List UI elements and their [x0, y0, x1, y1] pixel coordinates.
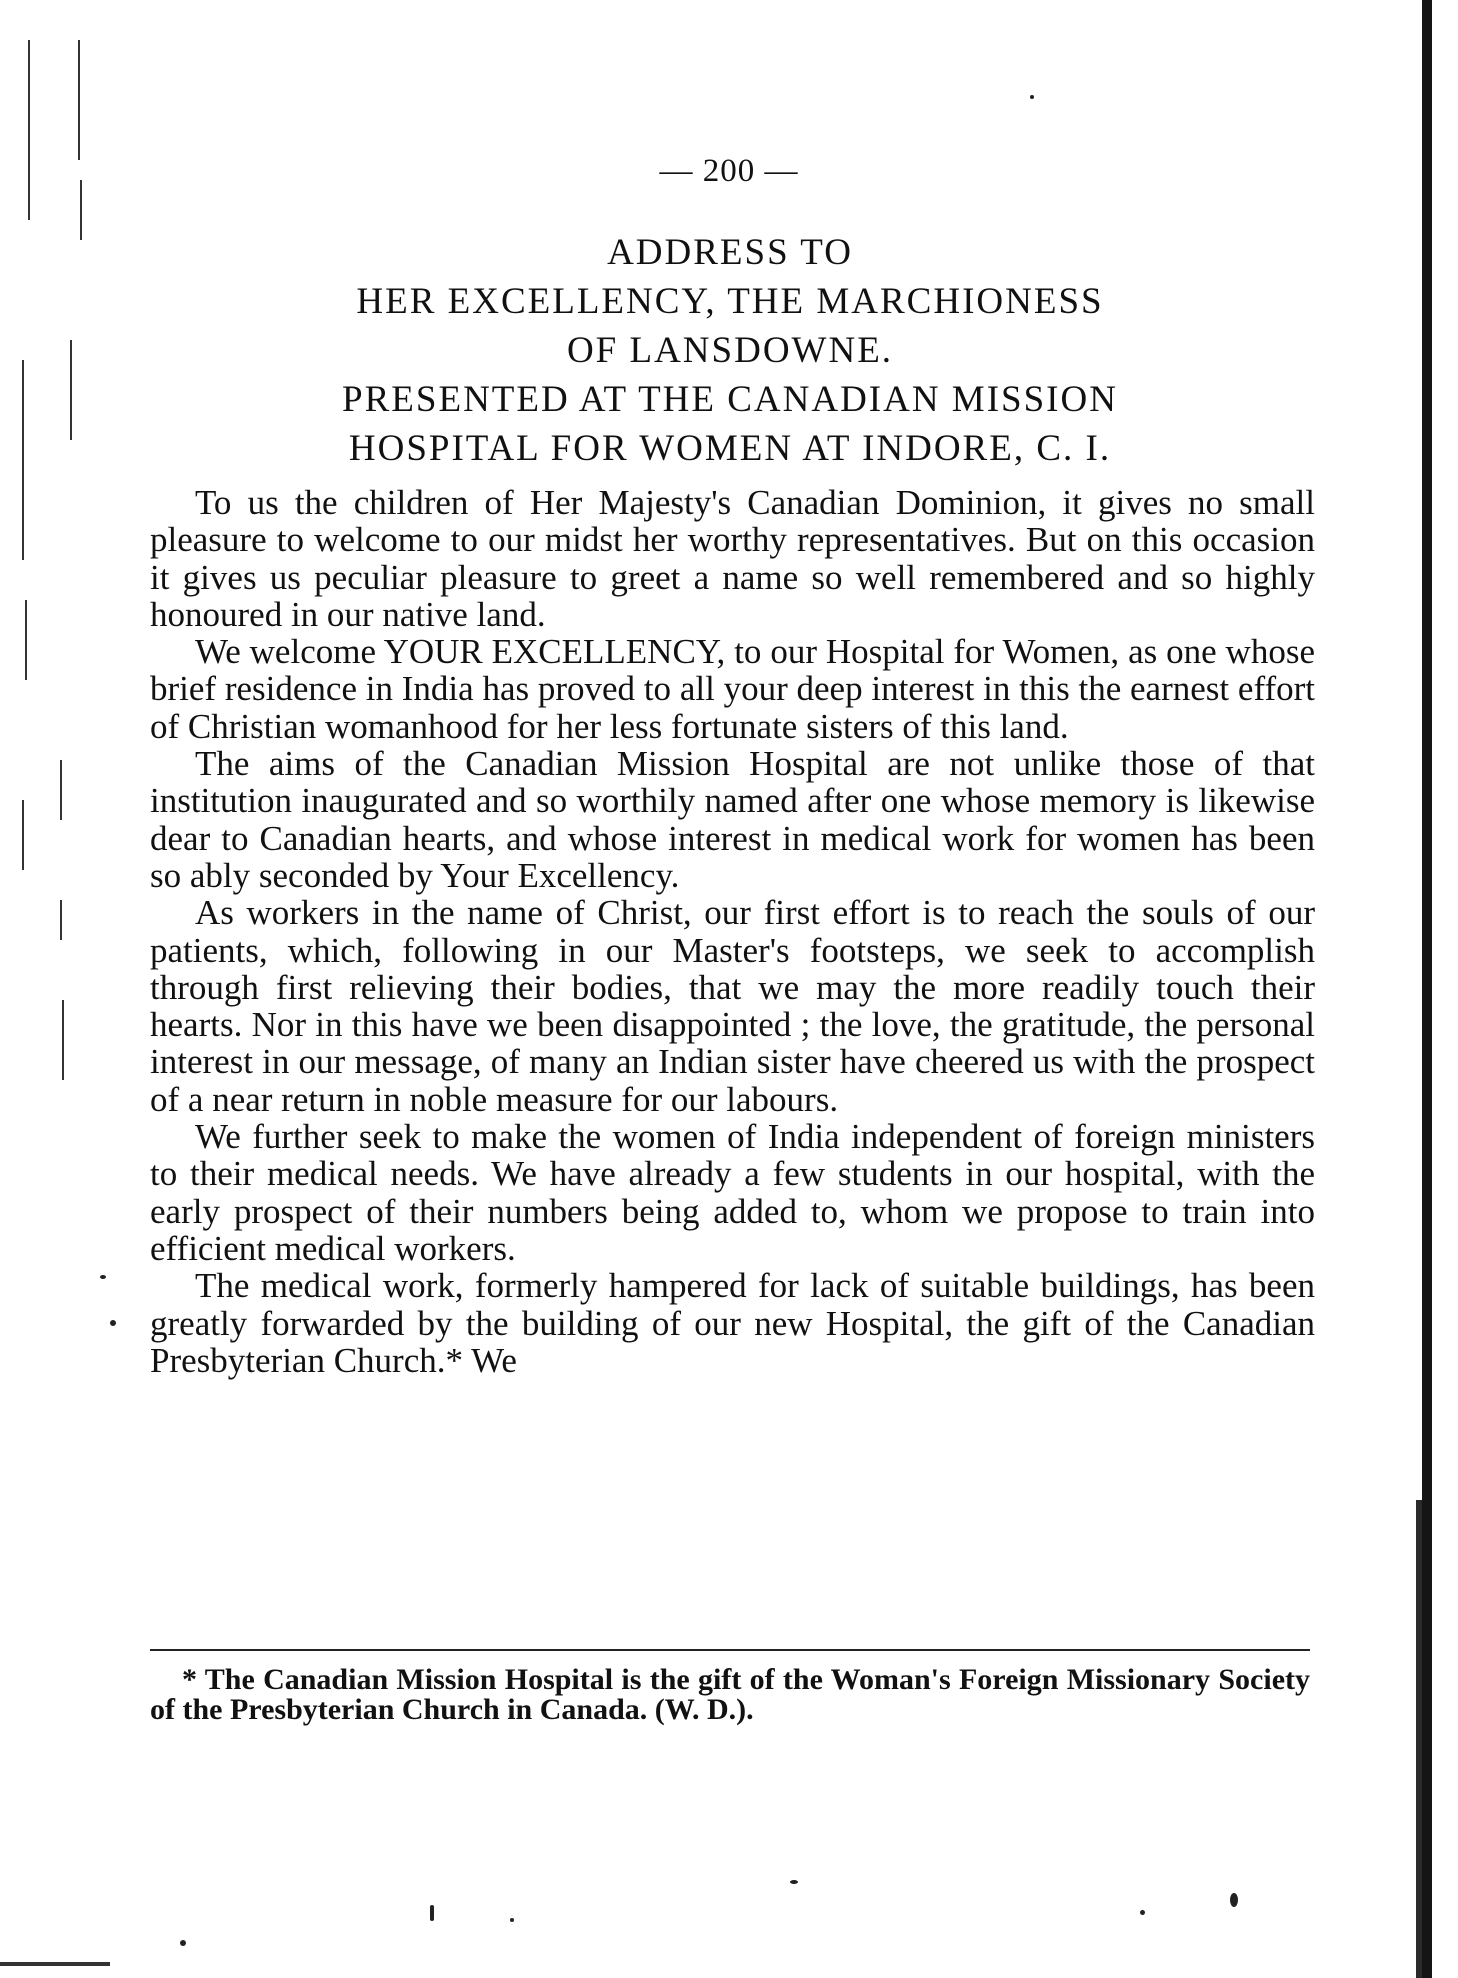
heading-line: OF LANSDOWNE.: [566, 330, 894, 371]
scan-speck: [110, 1320, 116, 1326]
page-number: — 200 —: [659, 153, 799, 189]
scan-gutter-line: [62, 1000, 64, 1080]
scan-gutter-line: [78, 40, 80, 160]
footnote: * The Canadian Mission Hospital is the gift of the Woman's Foreign Missionary Society of the Presbyterian Church in Canada. (W. D.).: [150, 1663, 1310, 1726]
scan-speck: [1030, 95, 1034, 99]
scan-speck: [1140, 1910, 1145, 1915]
scan-speck: [790, 1880, 798, 1884]
body-paragraph: We welcome YOUR EXCELLENCY, to our Hospital for Women, as one whose brief residence in India has proved to all your deep interest in this the earnest effort of Christian womanhood for her less fortunate sisters of this land.: [150, 632, 1315, 746]
scan-speck: [180, 1940, 186, 1946]
heading-line: HOSPITAL FOR WOMEN AT INDORE, C. I.: [348, 428, 1112, 469]
scan-edge-dark: [1422, 0, 1432, 1978]
scan-speck: [510, 1918, 514, 1922]
address-body: [150, 484, 1315, 1379]
body-paragraph: We further seek to make the women of India independent of foreign ministers to their medical needs. We have already a few students in our hospital, with the early prospect of their numbers being added to, whom we propose to train into efficient medical workers.: [150, 1117, 1315, 1268]
scan-gutter-line: [22, 800, 24, 870]
heading-line: HER EXCELLENCY, THE MARCHIONESS: [356, 281, 1104, 322]
scan-speck: [430, 1905, 434, 1921]
scan-gutter-line: [28, 40, 30, 220]
heading-line: PRESENTED AT THE CANADIAN MISSION: [342, 379, 1118, 420]
scan-gutter-line: [70, 340, 72, 440]
footnote-divider: [150, 1649, 1310, 1651]
scan-gutter-line: [25, 600, 27, 680]
scan-edge-shadow: [1416, 1500, 1422, 1978]
body-paragraph: To us the children of Her Majesty's Canadian Dominion, it gives no small pleasure to welcome to our midst her worthy representatives. But on this occasion it gives us peculiar pleasure to greet a name so well remembered and so highly honoured in our native land.: [150, 483, 1315, 634]
address-heading: [150, 228, 1310, 473]
scan-speck: [1230, 1893, 1238, 1907]
body-paragraph: As workers in the name of Christ, our first effort is to reach the souls of our patients, which, following in our Master's footsteps, we seek to accomplish through first relieving their bodies, that we may the more readily touch their hearts. Nor in this have we been disappointed ; the love, the gratitude, the personal interest in our message, of many an Indian sister have cheered us with the prospect of a near return in noble measure for our labours.: [150, 893, 1315, 1119]
scan-bottom-mark: [0, 1962, 110, 1966]
heading-line: ADDRESS TO: [607, 232, 853, 273]
body-paragraph: The aims of the Canadian Mission Hospital are not unlike those of that institution inaugurated and so worthily named after one whose memory is likewise dear to Canadian hearts, and whose interest in medical work for women has been so ably seconded by Your Excellency.: [150, 744, 1315, 895]
body-paragraph: The medical work, formerly hampered for lack of suitable buildings, has been greatly forwarded by the building of our new Hospital, the gift of the Canadian Presbyterian Church.* We: [150, 1266, 1315, 1380]
scan-gutter-line: [60, 900, 62, 940]
scan-speck: [100, 1275, 106, 1279]
scan-gutter-line: [22, 360, 24, 560]
scan-gutter-line: [60, 760, 62, 820]
